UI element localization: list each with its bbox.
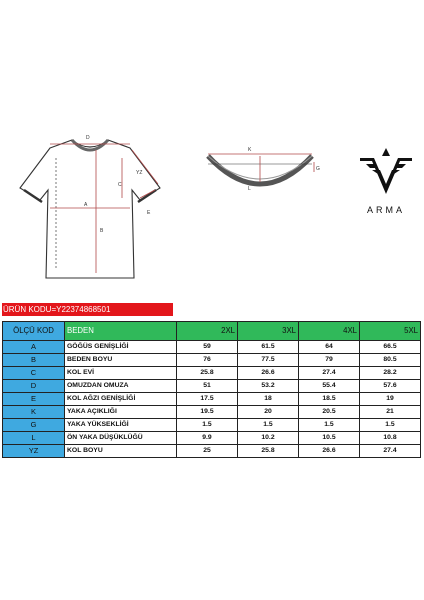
table-row	[3, 445, 421, 458]
measurement-label-cell: YAKA AÇIKLIĞI	[65, 406, 177, 419]
measurement-value-cell: 9.9	[177, 432, 238, 445]
size-chart-table	[2, 321, 421, 458]
header-beden: BEDEN	[65, 322, 177, 341]
measurement-label-cell: ÖN YAKA DÜŞÜKLÜĞÜ	[65, 432, 177, 445]
measurement-value-cell: 51	[177, 380, 238, 393]
measurement-value-cell: 18.5	[299, 393, 360, 406]
label-l: L	[248, 186, 251, 192]
label-k: K	[248, 147, 252, 153]
measurement-code-cell: B	[3, 354, 65, 367]
brand-name: ARMA	[366, 205, 405, 215]
measurement-code-cell: K	[3, 406, 65, 419]
table-header-row	[3, 322, 421, 341]
measurement-value-cell: 27.4	[360, 445, 421, 458]
table-row	[3, 393, 421, 406]
measurement-value-cell: 1.5	[238, 419, 299, 432]
measurement-value-cell: 79	[299, 354, 360, 367]
measurement-value-cell: 55.4	[299, 380, 360, 393]
table-row	[3, 406, 421, 419]
measurement-value-cell: 17.5	[177, 393, 238, 406]
measurement-code-cell: E	[3, 393, 65, 406]
table-row	[3, 341, 421, 354]
table-row	[3, 419, 421, 432]
measurement-value-cell: 57.6	[360, 380, 421, 393]
measurement-value-cell: 25.8	[238, 445, 299, 458]
measurement-code-cell: G	[3, 419, 65, 432]
label-g: G	[316, 166, 320, 172]
measurement-value-cell: 25	[177, 445, 238, 458]
collar-measurement-drawing	[198, 142, 322, 202]
measurement-value-cell: 66.5	[360, 341, 421, 354]
header-size-3xl: 3XL	[238, 322, 299, 341]
measurement-value-cell: 19	[360, 393, 421, 406]
measurement-label-cell: BEDEN BOYU	[65, 354, 177, 367]
header-size-5xl: 5XL	[360, 322, 421, 341]
measurement-code-cell: A	[3, 341, 65, 354]
measurement-value-cell: 59	[177, 341, 238, 354]
label-b: B	[100, 228, 104, 234]
measurement-value-cell: 76	[177, 354, 238, 367]
table-row	[3, 367, 421, 380]
measurement-value-cell: 25.8	[177, 367, 238, 380]
measurement-label-cell: KOL BOYU	[65, 445, 177, 458]
measurement-value-cell: 26.6	[238, 367, 299, 380]
measurement-value-cell: 61.5	[238, 341, 299, 354]
header-size-4xl: 4XL	[299, 322, 360, 341]
measurement-label-cell: YAKA YÜKSEKLİĞİ	[65, 419, 177, 432]
label-yz: YZ	[136, 170, 143, 176]
product-code-banner: ÜRÜN KODU=Y22374868501	[2, 303, 173, 316]
measurement-value-cell: 10.8	[360, 432, 421, 445]
measurement-value-cell: 10.5	[299, 432, 360, 445]
label-c: C	[118, 182, 122, 188]
measurement-label-cell: KOL EVİ	[65, 367, 177, 380]
measurement-value-cell: 28.2	[360, 367, 421, 380]
measurement-value-cell: 27.4	[299, 367, 360, 380]
measurement-value-cell: 80.5	[360, 354, 421, 367]
measurement-code-cell: YZ	[3, 445, 65, 458]
measurement-value-cell: 20	[238, 406, 299, 419]
measurement-value-cell: 1.5	[360, 419, 421, 432]
measurement-value-cell: 18	[238, 393, 299, 406]
label-d: D	[86, 135, 90, 141]
measurement-label-cell: KOL AĞZI GENİŞLİĞİ	[65, 393, 177, 406]
measurement-code-cell: D	[3, 380, 65, 393]
header-size-2xl: 2XL	[177, 322, 238, 341]
measurement-label-cell: OMUZDAN OMUZA	[65, 380, 177, 393]
label-a: A	[84, 202, 88, 208]
measurement-value-cell: 1.5	[299, 419, 360, 432]
measurement-value-cell: 26.6	[299, 445, 360, 458]
arma-wing-logo-icon	[356, 140, 416, 200]
measurement-code-cell: L	[3, 432, 65, 445]
measurement-value-cell: 19.5	[177, 406, 238, 419]
label-e: E	[147, 210, 151, 216]
measurement-value-cell: 64	[299, 341, 360, 354]
measurement-value-cell: 77.5	[238, 354, 299, 367]
tshirt-measurement-drawing	[10, 128, 170, 288]
table-row	[3, 432, 421, 445]
measurement-value-cell: 53.2	[238, 380, 299, 393]
measurement-value-cell: 21	[360, 406, 421, 419]
header-olcu-kod: ÖLÇÜ KOD	[3, 322, 65, 341]
table-row	[3, 380, 421, 393]
measurement-code-cell: C	[3, 367, 65, 380]
measurement-value-cell: 20.5	[299, 406, 360, 419]
measurement-value-cell: 10.2	[238, 432, 299, 445]
measurement-label-cell: GÖĞÜS GENİŞLİĞİ	[65, 341, 177, 354]
table-row	[3, 354, 421, 367]
measurement-value-cell: 1.5	[177, 419, 238, 432]
